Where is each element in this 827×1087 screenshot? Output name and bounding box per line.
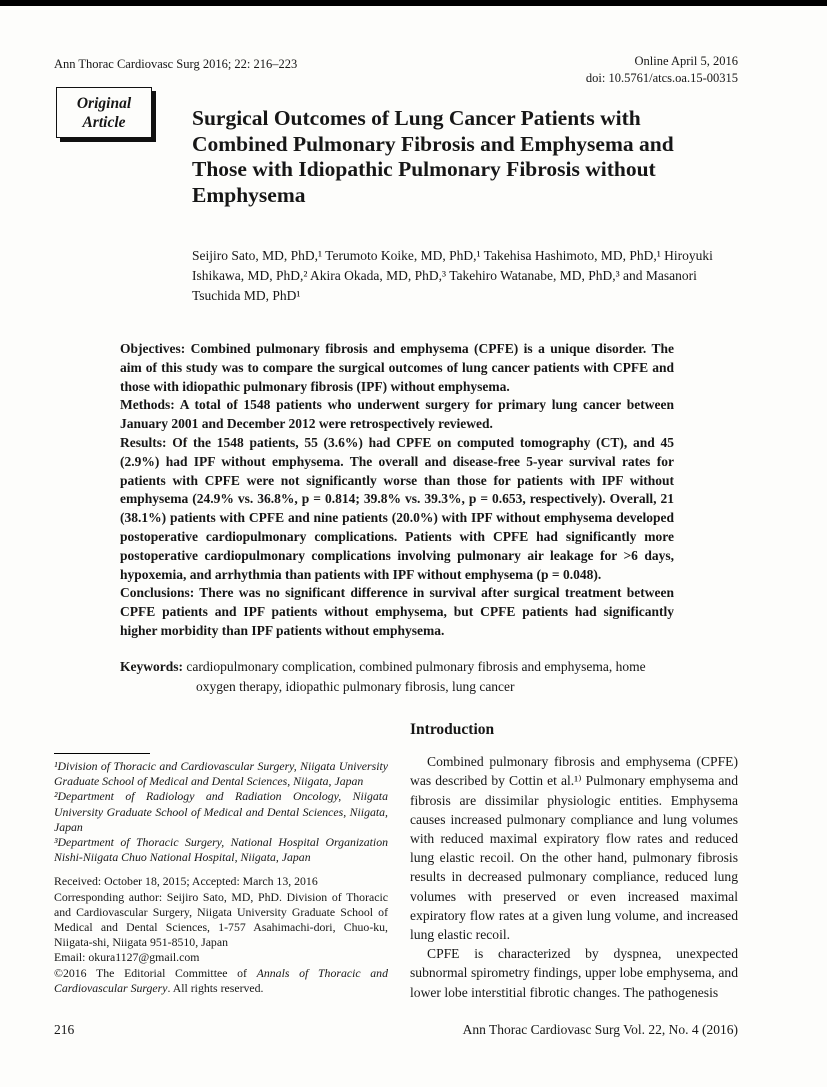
abstract-results-text: Of the 1548 patients, 55 (3.6%) had CPFE on computed tomography (CT), and 45 (2.9%) had IPF without emphysema. The overall and disease-free 5-year survival rates for patients with CPFE were not significantly worse than those for patients with IPF without emphysema (24.9% vs. 36.8%, p = 0.814; 39.8% vs. 39.3%, p = 0.653, respectively). Overall, 21 (38.1%) patients with CPFE and nine patients (20.0%) with IPF without emphysema developed postoperative cardiopulmonary complications. Patients with CPFE had significantly more postoperative cardiopulmonary complications involving pulmonary air leakage for >6 days, hypoxemia, and arrhythmia than patients with IPF without emphysema (p = 0.048). (120, 434, 674, 582)
abstract-results (120, 434, 674, 584)
email-line: Email: okura1127@gmail.com (54, 950, 200, 965)
abstract (120, 340, 674, 641)
abstract-objectives-text: Combined pulmonary fibrosis and emphysema (CPFE) is a unique disorder. The aim of this study was to compare the surgical outcomes of lung cancer patients with CPFE and those with idiopathic pulmonary fibrosis (IPF) without emphysema. (120, 341, 674, 394)
abstract-methods-label: Methods: (120, 397, 175, 413)
article-title: Surgical Outcomes of Lung Cancer Patients with Combined Pulmonary Fibrosis and Emphysema and Those with Idiopathic Pulmonary Fibrosis without Emphysema (192, 106, 674, 207)
corresponding-author: Corresponding author: Seijiro Sato, MD, PhD. Division of Thoracic and Cardiovascular Surgery, Niigata University Graduate School of Medical and Dental Sciences, 1-757 Asahimachi-dori, Chuo-ku, Niigata-shi, Niigata 951-8510, Japan (54, 889, 388, 950)
copyright-line (54, 966, 388, 996)
abstract-conclusions-text: There was no significant difference in survival after surgical treatment between CPFE patients and IPF patients without emphysema, but CPFE patients had significantly higher morbidity than IPF patients without emphysema. (120, 585, 674, 638)
abstract-objectives (120, 340, 674, 396)
two-column-body (54, 720, 738, 1002)
scan-top-edge (0, 0, 827, 6)
received-accepted: Received: October 18, 2015; Accepted: March 13, 2016 (54, 874, 318, 889)
journal-citation: Ann Thorac Cardiovasc Surg 2016; 22: 216–223 (54, 57, 298, 71)
copyright-post: . All rights reserved. (167, 980, 264, 995)
affiliation-1: ¹Division of Thoracic and Cardiovascular Surgery, Niigata University Graduate School of Medical and Dental Sciences, Niigata, Japan (54, 759, 388, 789)
affiliation-3: ³Department of Thoracic Surgery, National Hospital Organization Nishi-Niigata Chuo National Hospital, Niigata, Japan (54, 835, 388, 865)
article-type-badge (56, 87, 152, 138)
introduction-heading: Introduction (410, 721, 495, 738)
footnote-column (54, 753, 388, 1002)
footer-journal-line: Ann Thorac Cardiovasc Surg Vol. 22, No. 4 (2016) (462, 1022, 738, 1037)
footnote-spacer (54, 865, 388, 874)
footnote-divider (54, 753, 150, 754)
page-number: 216 (54, 1022, 75, 1037)
author-list: Seijiro Sato, MD, PhD,¹ Terumoto Koike, MD, PhD,¹ Takehisa Hashimoto, MD, PhD,¹ Hiroyuki Ishikawa, MD, PhD,² Akira Okada, MD, PhD,³ Takehiro Watanabe, MD, PhD,³ and Masanori Tsuchida MD, PhD¹ (192, 248, 713, 303)
header-right-block (586, 53, 738, 86)
keywords-text: cardiopulmonary complication, combined pulmonary fibrosis and emphysema, home oxygen therapy, idiopathic pulmonary fibrosis, lung cancer (183, 659, 646, 694)
badge-line-2: Article (82, 113, 126, 131)
badge-line-1: Original (76, 94, 132, 112)
introduction-column (410, 720, 738, 1002)
online-date: Online April 5, 2016 (634, 54, 738, 68)
copyright-journal-name: Annals of Thoracic and Cardiovascular Surgery (54, 965, 388, 995)
keywords (120, 657, 676, 696)
keywords-label: Keywords: (120, 659, 183, 674)
abstract-methods-text: A total of 1548 patients who underwent surgery for primary lung cancer between January 2001 and December 2012 were retrospectively reviewed. (120, 397, 674, 432)
abstract-methods (120, 396, 674, 434)
abstract-conclusions (120, 584, 674, 640)
affiliation-2: ²Department of Radiology and Radiation Oncology, Niigata University Graduate School of Medical and Dental Sciences, Niigata, Japan (54, 789, 388, 834)
introduction-paragraph-2: CPFE is characterized by dyspnea, unexpected subnormal spirometry findings, upper lobe emphysema, and lower lobe interstitial fibrotic changes. The pathogenesis (410, 946, 738, 1000)
abstract-conclusions-label: Conclusions: (120, 585, 195, 601)
abstract-objectives-label: Objectives: (120, 341, 186, 356)
introduction-paragraph-1: Combined pulmonary fibrosis and emphysema (CPFE) was described by Cottin et al.¹⁾ Pulmonary emphysema and fibrosis are dissimilar physiologic entities. Emphysema causes increased pulmonary compliance and lung volumes with reduced maximal expiratory flow rates and reduced lung elastic recoil. On the other hand, pulmonary fibrosis results in decreased pulmonary compliance, reduced lung volumes with preserved or even increased maximal expiratory flow rates at a given lung volume, and increased lung elastic recoil. (410, 754, 738, 943)
copyright-pre: ©2016 The Editorial Committee of (54, 965, 257, 980)
doi: doi: 10.5761/atcs.oa.15-00315 (585, 70, 738, 85)
abstract-results-label: Results: (120, 434, 167, 450)
